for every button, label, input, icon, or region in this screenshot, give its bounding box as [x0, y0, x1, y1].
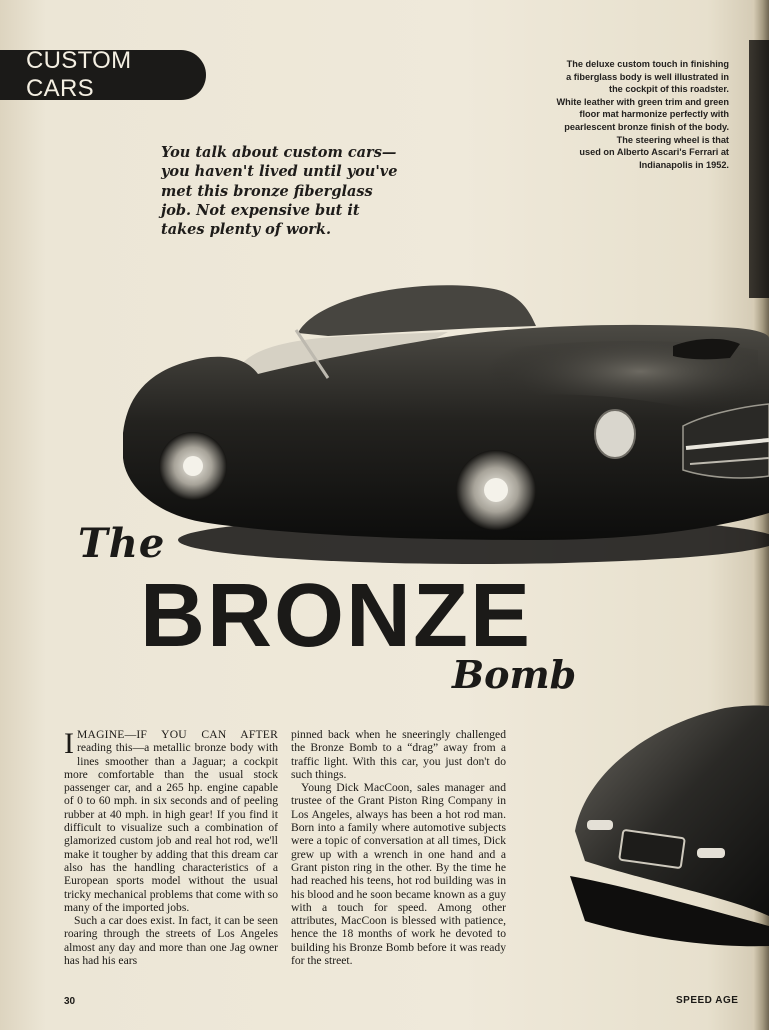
- section-tab: [0, 47, 206, 102]
- caption-line: pearlescent bronze finish of the body.: [564, 121, 729, 132]
- caption-line: White leather with green trim and green: [556, 96, 729, 107]
- caption-line: The deluxe custom touch in finishing: [566, 59, 729, 69]
- rear-wheel-hub: [183, 456, 203, 476]
- page-number: 30: [64, 996, 76, 1007]
- teaser-text: [161, 143, 431, 239]
- photo-caption: [459, 58, 729, 171]
- teaser-line: You talk about custom cars—: [161, 144, 397, 161]
- adjacent-page-strip: [749, 40, 769, 298]
- front-wheel-hub: [484, 478, 508, 502]
- teaser-line: met this bronze fiberglass: [161, 182, 373, 200]
- article-paragraph: Such a car does exist. In fact, it can be seen roaring through the streets of Los Angeles almost any day and more than one Jag owner has had his ears: [64, 914, 278, 968]
- article-column-2: [291, 728, 506, 967]
- drop-cap: I: [64, 727, 74, 760]
- article-column-1: [64, 728, 278, 967]
- teaser-line: you haven't lived until you've: [161, 163, 398, 181]
- lead-in: MAGINE—IF YOU CAN AFTER: [77, 728, 278, 741]
- paragraph-text: reading this—a metallic bronze body with lines smoother than a Jaguar; a cockpit more comfortable than the usual stock passenger car, and a 265 hp. engine capable of 0 to 60 mph. in six seconds and of peeling rubber at 40 mph. in high gear! If you find it difficult to visualize such a combination of glamorized custom job and real hot rod, we'll make it tougher by adding that this dream car also has the handling characteristics of a European sports model without the usual tricky mechanical problems that come with so many of the imported jobs.: [64, 741, 278, 914]
- windshield: [298, 285, 536, 336]
- article-paragraph: pinned back when he sneeringly challenged the Bronze Bomb to a “drag” away from a traffic light. With this car, you just don't do such things.: [291, 728, 506, 781]
- caption-line: the cockpit of this roadster.: [609, 84, 729, 95]
- caption-line: The steering wheel is that: [616, 134, 729, 145]
- headline-suffix: Bomb: [452, 652, 577, 697]
- teaser-line: takes plenty of work.: [161, 221, 332, 239]
- article-paragraph: [64, 728, 278, 914]
- car-rear-photo: [565, 696, 769, 956]
- headlight: [595, 410, 635, 458]
- headline-main: BRONZE: [140, 566, 532, 666]
- caption-line: floor mat harmonize perfectly with: [579, 109, 729, 120]
- bumper-guard: [587, 820, 613, 830]
- headline-prefix: The: [78, 520, 166, 567]
- bumper-guard: [697, 848, 725, 858]
- caption-line: Indianapolis in 1952.: [639, 159, 729, 170]
- article-paragraph: Young Dick MacCoon, sales manager and trustee of the Grant Piston Ring Company in Los Angeles, always has been a hot rod man. Born into a family where automotive subjects were a topic of conversation at all times, Dick grew up with a wrench in one hand and a Grant piston ring in the other. By the time he had reached his teens, hot rod building was in his blood and he soon became known as a guy with a touch for speed. Among other attributes, MacCoon is blessed with patience, hence the 18 months of work he devoted to building his Bronze Bomb before it was ready for the street.: [291, 781, 506, 968]
- teaser-line: job. Not expensive but it: [161, 201, 360, 219]
- section-tab-label: CUSTOM CARS: [26, 47, 132, 102]
- car-photo: [118, 278, 769, 578]
- caption-line: used on Alberto Ascari's Ferrari at: [579, 147, 729, 158]
- magazine-name: SPEED AGE: [676, 995, 739, 1006]
- caption-line: a fiberglass body is well illustrated in: [566, 71, 729, 82]
